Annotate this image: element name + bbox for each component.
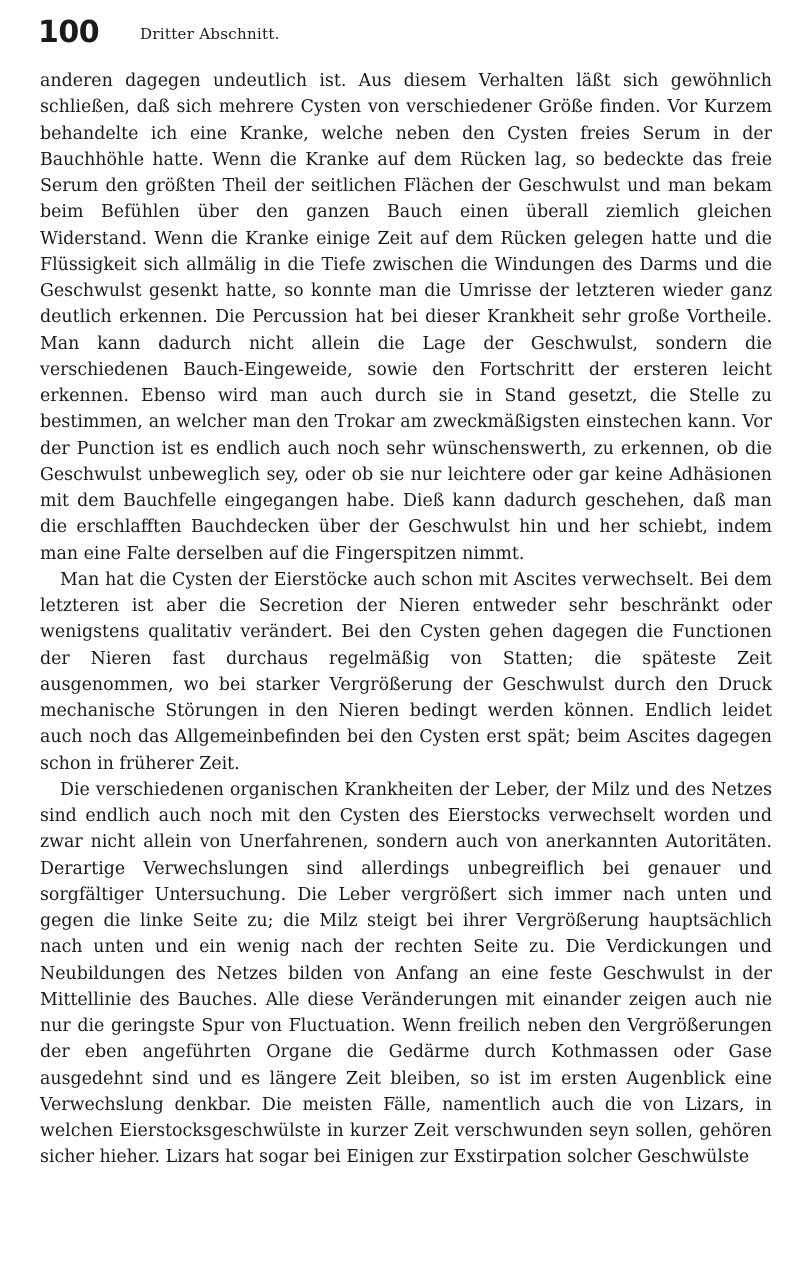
paragraph-1: anderen dagegen undeutlich ist. Aus diesem Verhalten läßt sich gewöhnlich schließen, daß sich mehrere Cysten von verschiedener Größe finden. Vor Kurzem behandelte ich eine Kranke, welche neben den Cysten freies Serum in der Bauchhöhle hatte. Wenn die Kranke auf dem Rücken lag, so bedeckte das freie Serum den größten Theil der seitlichen Flächen der Geschwulst und man bekam beim Befühlen über den ganzen Bauch einen überall ziemlich gleichen Widerstand. Wenn die Kranke einige Zeit auf dem Rücken gelegen hatte und die Flüssigkeit sich allmälig in die Tiefe zwischen die Windungen des Darms und die Geschwulst gesenkt hatte, so konnte man die Umrisse der letzteren wieder ganz deutlich erkennen. Die Percussion hat bei dieser Krankheit sehr große Vortheile. Man kann dadurch nicht allein die Lage der Geschwulst, sondern die verschiedenen Bauch-Eingeweide, sowie den Fortschritt der ersteren leicht erkennen. Ebenso wird man auch durch sie in Stand gesetzt, die Stelle zu bestimmen, an welcher man den Trokar am zweckmäßigsten einstechen kann. Vor der Punction ist es endlich auch noch sehr wünschenswerth, zu erkennen, ob die Geschwulst unbeweglich sey, oder ob sie nur leichtere oder gar keine Adhäsionen mit dem Bauchfelle eingegangen habe. Dieß kann dadurch geschehen, daß man die erschlafften Bauchdecken über der Geschwulst hin und her schiebt, indem man eine Falte derselben auf die Fingerspitzen nimmt.: [40, 71, 772, 564]
paragraph-3: Die verschiedenen organischen Krankheiten der Leber, der Milz und des Netzes sind endlich auch noch mit den Cysten des Eierstocks verwechselt worden und zwar nicht allein von Unerfahrenen, sondern auch von anerkannten Autoritäten. Derartige Verwechslungen sind allerdings unbegreiflich bei genauer und sorgfältiger Untersuchung. Die Leber vergrößert sich immer nach unten und gegen die linke Seite zu; die Milz steigt bei ihrer Vergrößerung hauptsächlich nach unten und ein wenig nach der rechten Seite zu. Die Verdickungen und Neubildungen des Netzes bilden von Anfang an eine feste Geschwulst in der Mittellinie des Bauches. Alle diese Veränderungen mit einander zeigen auch nie nur die geringste Spur von Fluctuation. Wenn freilich neben den Vergrößerungen der eben angeführten Organe die Gedärme durch Kothmassen oder Gase ausgedehnt sind und es längere Zeit bleiben, so ist im ersten Augenblick eine Verwechslung denkbar. Die meisten Fälle, namentlich auch die von Lizars, in welchen Eierstocksgeschwülste in kurzer Zeit verschwunden seyn sollen, gehören sicher hieher. Lizars hat sogar bei Einigen zur Exstirpation solcher Geschwülste: [40, 779, 772, 1168]
body-text: [40, 68, 772, 1171]
paragraph-2: Man hat die Cysten der Eierstöcke auch schon mit Ascites verwechselt. Bei dem letzteren ist aber die Secretion der Nieren entweder sehr beschränkt oder wenigstens qualitativ verändert. Bei den Cysten gehen dagegen die Functionen der Nieren fast durchaus regelmäßig von Statten; die späteste Zeit ausgenommen, wo bei starker Vergrößerung der Geschwulst durch den Druck mechanische Störungen in den Nieren bedingt werden können. Endlich leidet auch noch das Allgemeinbefinden bei den Cysten erst spät; beim Ascites dagegen schon in früherer Zeit.: [40, 569, 772, 774]
page-number: 100: [38, 15, 100, 50]
running-head: [38, 14, 773, 58]
section-title: Dritter Abschnitt.: [140, 25, 280, 43]
